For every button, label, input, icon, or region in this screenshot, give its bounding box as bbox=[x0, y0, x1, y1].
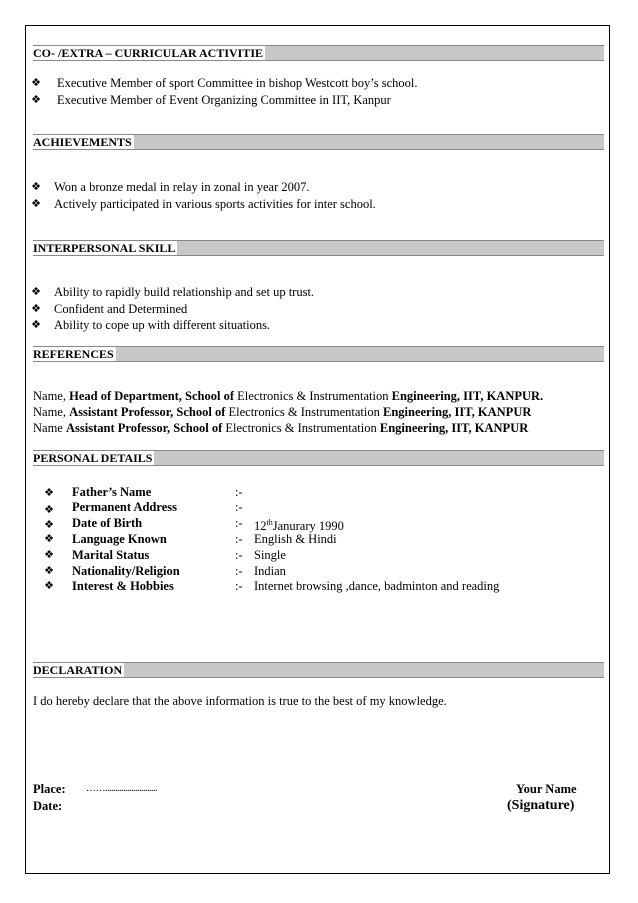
section-header-declaration bbox=[33, 662, 604, 678]
diamond-bullet-icon: ❖ bbox=[31, 302, 41, 315]
reference-line bbox=[33, 420, 528, 436]
list-item: Confident and Determined bbox=[54, 302, 188, 316]
detail-label: Interest & Hobbies bbox=[72, 579, 174, 593]
section-title: REFERENCES bbox=[33, 347, 114, 361]
diamond-bullet-icon: ❖ bbox=[31, 285, 41, 298]
diamond-bullet-icon: ❖ bbox=[44, 532, 54, 545]
reference-title: Assistant Professor, School of bbox=[69, 405, 226, 419]
list-item: Ability to rapidly build relationship and set up trust. bbox=[54, 285, 315, 299]
detail-value: English & Hindi bbox=[254, 532, 337, 546]
list-item: Executive Member of Event Organizing Committee in IIT, Kanpur bbox=[57, 93, 391, 107]
section-header-co-curricular bbox=[33, 45, 604, 61]
detail-value: Indian bbox=[254, 564, 286, 578]
detail-separator: :- bbox=[235, 548, 243, 562]
declaration-text: I do hereby declare that the above information is true to the best of my knowledge. bbox=[33, 694, 447, 708]
diamond-bullet-icon: ❖ bbox=[44, 518, 54, 531]
reference-title: Assistant Professor, School of bbox=[65, 421, 223, 435]
dob-day: 12 bbox=[254, 519, 267, 534]
dob-rest: Janurary 1990 bbox=[272, 519, 344, 534]
reference-institute: Engineering, IIT, KANPUR bbox=[382, 405, 532, 419]
diamond-bullet-icon: ❖ bbox=[31, 76, 41, 89]
section-title: DECLARATION bbox=[33, 663, 123, 677]
reference-institute: Engineering, IIT, KANPUR. bbox=[391, 389, 544, 403]
list-item: Executive Member of sport Committee in bishop Westcott boy’s school. bbox=[57, 76, 418, 90]
your-name: Your Name bbox=[516, 782, 577, 796]
reference-institute: Engineering, IIT, KANPUR bbox=[379, 421, 529, 435]
detail-value: Internet browsing ,dance, badminton and reading bbox=[254, 579, 500, 593]
dob-suffix: th bbox=[266, 518, 273, 527]
section-header-interpersonal bbox=[33, 240, 604, 256]
place-value: …….......................... bbox=[86, 783, 157, 794]
detail-separator: :- bbox=[235, 485, 243, 499]
diamond-bullet-icon: ❖ bbox=[31, 93, 41, 106]
detail-separator: :- bbox=[235, 532, 243, 546]
section-title: PERSONAL DETAILS bbox=[33, 451, 153, 465]
reference-title: Head of Department, School of bbox=[69, 389, 235, 403]
detail-separator: :- bbox=[235, 564, 243, 578]
detail-label: Nationality/Religion bbox=[72, 564, 180, 578]
diamond-bullet-icon: ❖ bbox=[31, 318, 41, 331]
detail-value: Single bbox=[254, 548, 286, 562]
reference-dept: Electronics & Instrumentation bbox=[222, 421, 380, 435]
detail-label: Permanent Address bbox=[72, 500, 177, 514]
detail-separator: :- bbox=[235, 500, 243, 514]
section-header-achievements bbox=[33, 134, 604, 150]
list-item: Actively participated in various sports activities for inter school. bbox=[54, 197, 376, 211]
place-label: Place: bbox=[33, 782, 66, 796]
detail-label: Language Known bbox=[72, 532, 167, 546]
reference-line bbox=[33, 404, 531, 420]
section-header-references bbox=[33, 346, 604, 362]
signature-label: (Signature) bbox=[507, 798, 575, 813]
detail-label: Father’s Name bbox=[72, 485, 152, 499]
detail-label: Date of Birth bbox=[72, 516, 143, 530]
diamond-bullet-icon: ❖ bbox=[44, 564, 54, 577]
reference-prefix: Name bbox=[33, 421, 66, 435]
section-title: ACHIEVEMENTS bbox=[33, 135, 132, 149]
diamond-bullet-icon: ❖ bbox=[31, 180, 41, 193]
detail-separator: :- bbox=[235, 579, 243, 593]
resume-page bbox=[25, 25, 610, 874]
detail-label: Marital Status bbox=[72, 548, 150, 562]
section-header-personal-details bbox=[33, 450, 604, 466]
reference-line bbox=[33, 388, 543, 404]
reference-dept: Electronics & Instrumentation bbox=[234, 389, 392, 403]
section-title: CO- /EXTRA – CURRICULAR ACTIVITIE bbox=[33, 46, 264, 60]
diamond-bullet-icon: ❖ bbox=[31, 197, 41, 210]
date-label: Date: bbox=[33, 799, 63, 813]
reference-prefix: Name, bbox=[33, 389, 70, 403]
diamond-bullet-icon: ❖ bbox=[44, 503, 54, 516]
list-item: Won a bronze medal in relay in zonal in year 2007. bbox=[54, 180, 310, 194]
list-item: Ability to cope up with different situations. bbox=[54, 318, 271, 332]
diamond-bullet-icon: ❖ bbox=[44, 486, 54, 499]
diamond-bullet-icon: ❖ bbox=[44, 548, 54, 561]
detail-separator: :- bbox=[235, 516, 243, 530]
section-title: INTERPERSONAL SKILL bbox=[33, 241, 176, 255]
reference-prefix: Name, bbox=[33, 405, 70, 419]
reference-dept: Electronics & Instrumentation bbox=[225, 405, 383, 419]
diamond-bullet-icon: ❖ bbox=[44, 579, 54, 592]
